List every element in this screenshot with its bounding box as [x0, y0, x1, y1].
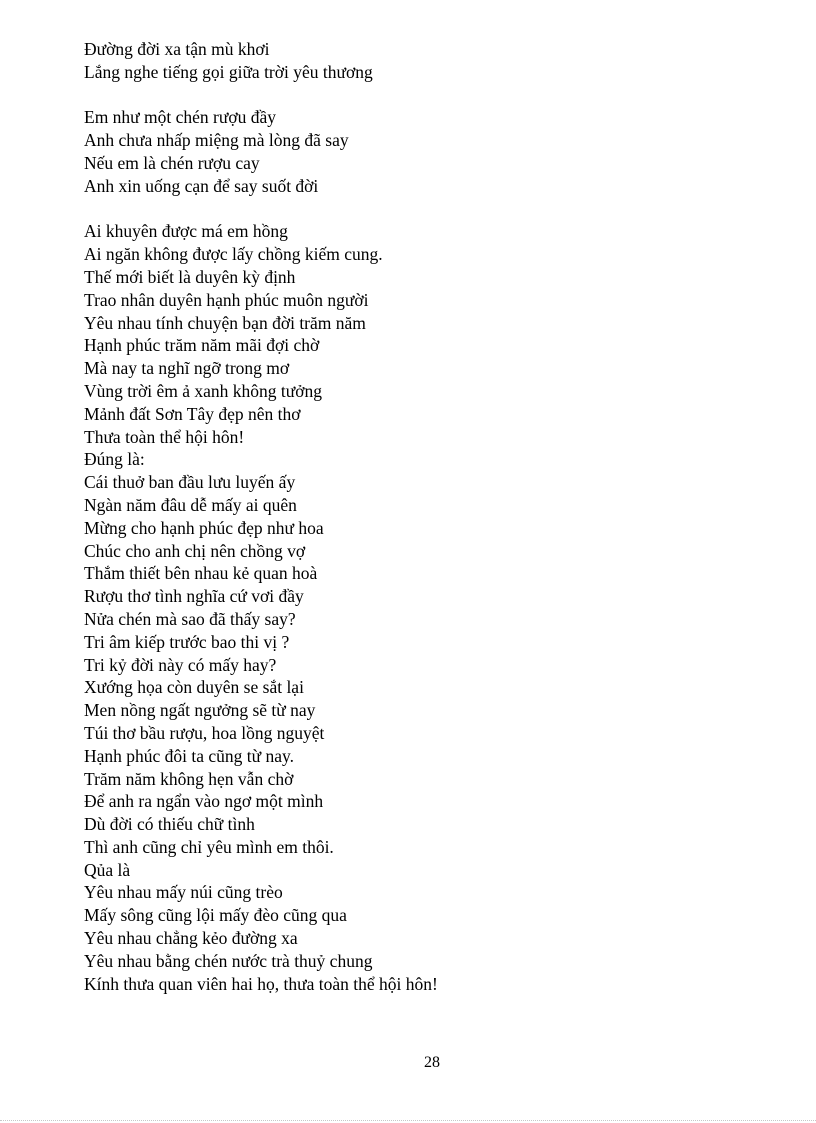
poem-line: Đúng là: — [84, 449, 145, 470]
poem-line: Mừng cho hạnh phúc đẹp như hoa — [84, 517, 324, 538]
poem-line: Chúc cho anh chị nên chồng vợ — [84, 540, 306, 561]
poem-line: Yêu nhau bằng chén nước trà thuỷ chung — [84, 950, 373, 971]
poem-line: Hạnh phúc đôi ta cũng từ nay. — [84, 745, 295, 766]
poem-line: Để anh ra ngẩn vào ngơ một mình — [84, 791, 324, 812]
poem-line: Nếu em là chén rượu cay — [84, 152, 260, 173]
poem-line: Nửa chén mà sao đã thấy say? — [84, 608, 296, 629]
poem-line: Dù đời có thiếu chữ tình — [84, 814, 255, 835]
poem-line: Đường đời xa tận mù khơi — [84, 39, 270, 59]
poem-line: Cái thuở ban đầu lưu luyến ấy — [84, 472, 296, 493]
poem-line: Vùng trời êm ả xanh không tưởng — [84, 380, 322, 401]
poem-line: Ngàn năm đâu dễ mấy ai quên — [84, 494, 297, 515]
poem-line: Mấy sông cũng lội mấy đèo cũng qua — [84, 905, 347, 926]
poem-stanza — [84, 220, 744, 995]
poem-line: Yêu nhau mấy núi cũng trèo — [84, 882, 283, 903]
poem-line: Lắng nghe tiếng gọi giữa trời yêu thương — [84, 61, 373, 82]
poem-stanza — [84, 38, 744, 84]
poem-line: Em như một chén rượu đầy — [84, 107, 277, 128]
poem-line: Yêu nhau tính chuyện bạn đời trăm năm — [84, 312, 366, 333]
poem-line: Ai ngăn không được lấy chồng kiếm cung. — [84, 244, 383, 265]
poem-line: Anh chưa nhấp miệng mà lòng đã say — [84, 130, 349, 151]
page-number: 28 — [424, 1054, 440, 1071]
poem-line: Thưa toàn thể hội hôn! — [84, 426, 245, 447]
poem-line: Xướng họa còn duyên se sắt lại — [84, 677, 304, 698]
poem-line: Túi thơ bầu rượu, hoa lồng nguyệt — [84, 722, 325, 743]
poem-line: Anh xin uống cạn để say suốt đời — [84, 175, 319, 196]
poem-line: Qủa là — [84, 859, 131, 880]
poem-line: Hạnh phúc trăm năm mãi đợi chờ — [84, 335, 320, 356]
poem-line: Men nồng ngất ngưởng sẽ từ nay — [84, 700, 316, 721]
poem-line: Mảnh đất Sơn Tây đẹp nên thơ — [84, 403, 301, 424]
poem-line: Yêu nhau chẳng kẻo đường xa — [84, 928, 298, 949]
poem-body — [84, 38, 744, 995]
poem-line: Tri âm kiếp trước bao thi vị ? — [84, 631, 290, 652]
poem-line: Thắm thiết bên nhau kẻ quan hoà — [84, 563, 318, 584]
poem-line: Thì anh cũng chỉ yêu mình em thôi. — [84, 836, 334, 857]
poem-line: Trao nhân duyên hạnh phúc muôn người — [84, 289, 369, 310]
poem-line: Ai khuyên được má em hồng — [84, 221, 288, 242]
poem-line: Thế mới biết là duyên kỳ định — [84, 266, 296, 287]
poem-line: Kính thưa quan viên hai họ, thưa toàn thể hội hôn! — [84, 973, 438, 994]
poem-line: Mà nay ta nghĩ ngỡ trong mơ — [84, 358, 290, 379]
poem-line: Tri kỷ đời này có mấy hay? — [84, 654, 277, 675]
bottom-rule — [0, 1120, 816, 1121]
poem-stanza — [84, 106, 744, 197]
poem-line: Rượu thơ tình nghĩa cứ vơi đầy — [84, 586, 304, 607]
poem-line: Trăm năm không hẹn vẫn chờ — [84, 768, 294, 789]
